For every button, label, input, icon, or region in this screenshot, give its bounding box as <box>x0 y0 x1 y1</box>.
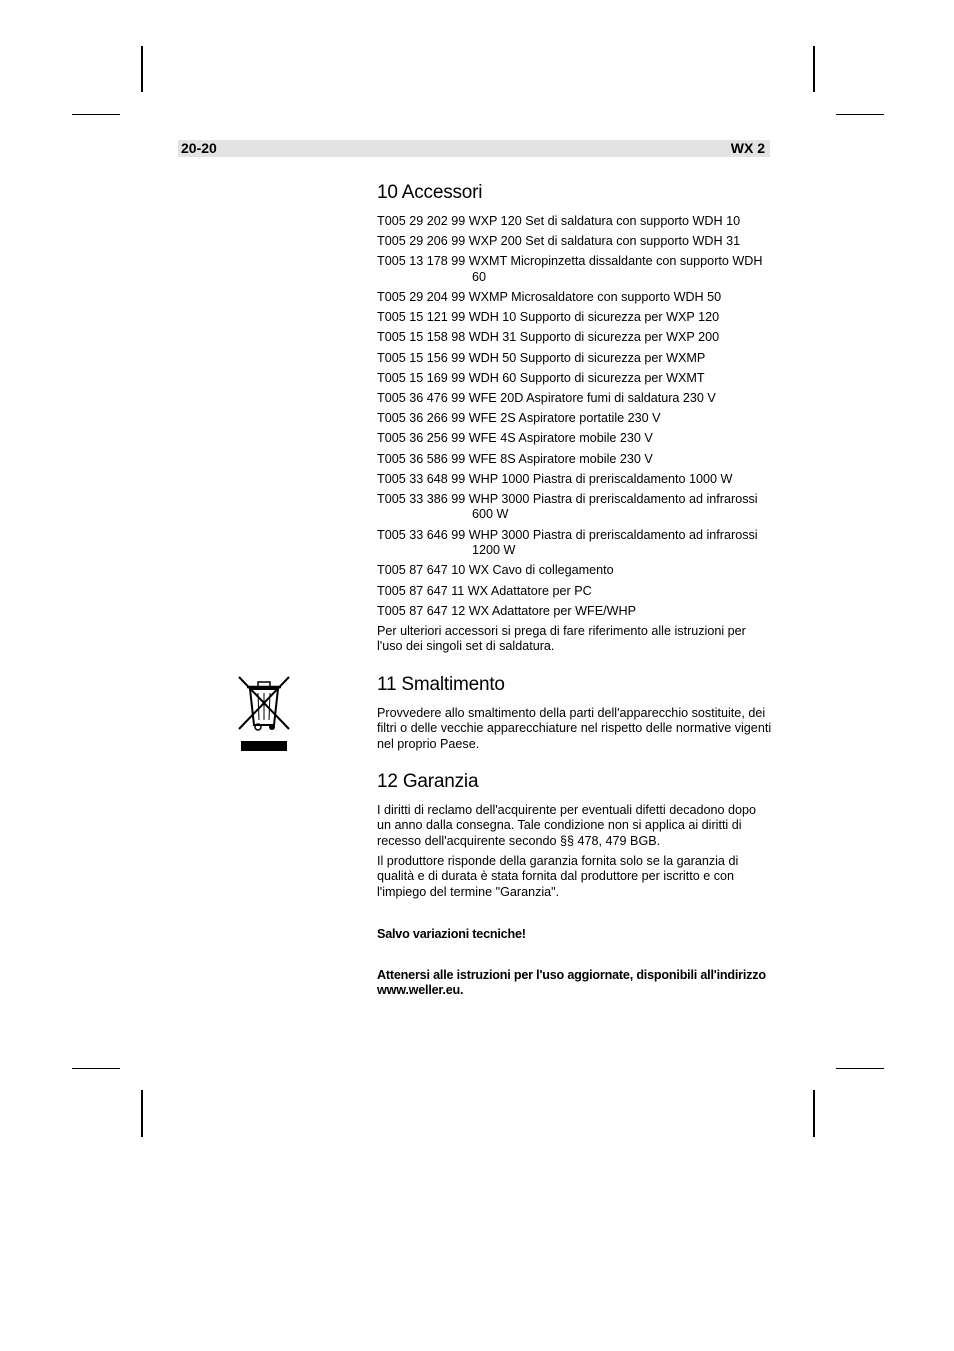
accessories-note: Per ulteriori accessori si prega di fare riferimento alle istruzioni per l'uso dei singoli set di saldatura. <box>377 623 746 654</box>
crop-mark-bottom-right-vertical <box>813 1090 815 1137</box>
disposal-text: Provvedere allo smaltimento della parti dell'apparecchio sostituite, dei filtri o delle vecchie apparecchiature nel rispetto delle normative vigenti nel proprio Paese. <box>377 705 772 751</box>
main-content <box>377 180 772 999</box>
warranty-paragraph: Il produttore risponde della garanzia fornita solo se la garanzia di qualità e di durata è stata fornita dal produttore per iscritto e con l'impiego del termine "Garanzia". <box>377 853 739 899</box>
crop-mark-top-left-vertical <box>141 46 143 92</box>
list-item: T005 15 121 99 WDH 10 Supporto di sicurezza per WXP 120 <box>377 310 720 325</box>
crop-mark-bottom-right-horizontal <box>836 1068 884 1069</box>
list-item: T005 36 256 99 WFE 4S Aspiratore mobile 230 V <box>377 431 653 446</box>
crop-mark-top-right-vertical <box>813 46 815 92</box>
list-item: T005 29 204 99 WXMP Microsaldatore con supporto WDH 50 <box>377 290 722 305</box>
warranty-paragraph: I diritti di reclamo dell'acquirente per eventuali difetti decadono dopo un anno dalla consegna. Tale condizione non si applica ai diritti di recesso dell'acquirente secondo §§ 478, 479 BGB. <box>377 802 757 848</box>
list-item: T005 15 158 98 WDH 31 Supporto di sicurezza per WXP 200 <box>377 330 720 345</box>
list-item: T005 29 202 99 WXP 120 Set di saldatura con supporto WDH 10 <box>377 214 741 228</box>
page-number: 20-20 <box>181 140 217 156</box>
crop-mark-top-left-horizontal <box>72 114 120 115</box>
technical-changes-note: Salvo variazioni tecniche! <box>377 927 526 942</box>
section-title-disposal: 11 Smaltimento <box>377 673 505 695</box>
list-item: T005 87 647 12 WX Adattatore per WFE/WHP <box>377 603 636 618</box>
crop-mark-top-right-horizontal <box>836 114 884 115</box>
page-header <box>178 140 770 157</box>
list-item: T005 29 206 99 WXP 200 Set di saldatura con supporto WDH 31 <box>377 234 741 249</box>
list-item: T005 13 178 99 WXMT Micropinzetta dissaldante con supporto WDH 60 <box>377 254 763 284</box>
list-item: T005 36 266 99 WFE 2S Aspiratore portatile 230 V <box>377 411 661 426</box>
list-item: T005 33 648 99 WHP 1000 Piastra di preriscaldamento 1000 W <box>377 471 733 486</box>
updated-instructions-note: Attenersi alle istruzioni per l'uso aggiornate, disponibili all'indirizzo www.weller.eu. <box>377 967 766 998</box>
list-item: T005 36 476 99 WFE 20D Aspiratore fumi di saldatura 230 V <box>377 391 716 405</box>
section-title-accessories: 10 Accessori <box>377 182 483 203</box>
list-item: T005 87 647 10 WX Cavo di collegamento <box>377 563 614 578</box>
weee-crossed-bin-icon <box>236 675 292 753</box>
list-item: T005 15 156 99 WDH 50 Supporto di sicurezza per WXMP <box>377 350 706 365</box>
crop-mark-bottom-left-horizontal <box>72 1068 120 1069</box>
accessories-list <box>377 214 772 619</box>
list-item: T005 36 586 99 WFE 8S Aspiratore mobile 230 V <box>377 451 653 466</box>
model-name: WX 2 <box>730 140 765 156</box>
crop-mark-bottom-left-vertical <box>141 1090 143 1137</box>
list-item: T005 33 386 99 WHP 3000 Piastra di preriscaldamento ad infrarossi 600 W <box>377 491 758 522</box>
section-title-warranty: 12 Garanzia <box>377 770 479 792</box>
list-item: T005 15 169 99 WDH 60 Supporto di sicurezza per WXMT <box>377 370 705 385</box>
list-item: T005 33 646 99 WHP 3000 Piastra di preriscaldamento ad infrarossi 1200 W <box>377 527 758 558</box>
list-item: T005 87 647 11 WX Adattatore per PC <box>377 583 592 598</box>
